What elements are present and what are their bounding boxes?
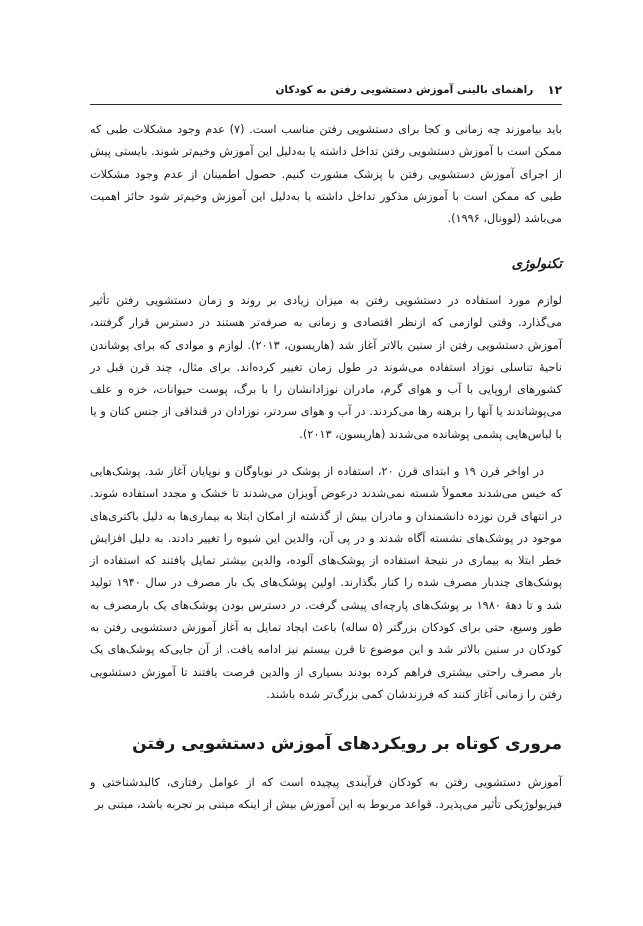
paragraph-overview-1: آموزش دستشویی رفتن به کودکان فرآیندی پیچیده است که از عوامل رفتاری، کالبدشناختی و فیزیولوژیکی تأثیر می‌پذیرد. قواعد مربوط به این آموزش بیش از اینکه مبتنی بر تجربه باشد، مبتنی بر (90, 776, 562, 812)
paragraph-technology-1: لوازم مورد استفاده در دستشویی رفتن به میزان زیادی بر روند و زمان دستشویی رفتن تأثیر می‌گذارد. وقتی لوازمی که ازنظر اقتصادی و زمانی به صرفه‌تر هستند در دسترس قرار گرفتند، آموزش دستشویی رفتن از سنین بالاتر آغاز شد (هاریسون، ۲۰۱۳). لوازم و موادی که برای پوشاندن ناحیهٔ تناسلی نوزاد استفاده می‌شوند در طول زمان تغییر کرده‌اند. برای مثال، چند قرن قبل در کشورهای اروپایی با آب و هوای گرم، مادران نوزادانشان را با برگ، پوست حیوانات، خزه و علف می‌پوشاندند یا آنها را برهنه رها می‌کردند. در آب و هوای سردتر، نوزادان در قنداقی از جنس کتان و یا با لباس‌هایی پشمی پوشانده می‌شدند (هاریسون، ۲۰۱۳). (90, 294, 562, 441)
section-heading-technology: تکنولوژی (511, 256, 562, 272)
section-heading-overview: مروری کوتاه بر رویکردهای آموزش دستشویی رفتن (132, 734, 562, 754)
paragraph-intro: باید بیاموزند چه زمانی و کجا برای دستشویی رفتن مناسب است. (۷) عدم وجود مشکلات طبی که ممکن است با آموزش دستشویی رفتن تداخل داشته یا به‌دلیل این آموزش وخیم‌تر شوند. بایستی پیش از اجرای آموزش دستشویی رفتن با پزشک مشورت کنیم. حصول اطمینان از عدم وجود مشکلات طبی که ممکن است با آموزش مذکور تداخل داشته یا به‌دلیل این آموزش وخیم‌تر شود حائز اهمیت می‌باشد (لوونال، ۱۹۹۶). (90, 123, 562, 226)
paragraph-technology-2: در اواخر قرن ۱۹ و ابتدای قرن ۲۰، استفاده از پوشک در نوباوگان و نوپایان آغاز شد. پوشک‌هایی که خیس می‌شدند معمولاً شسته نمی‌شدند درعوض آویزان می‌شدند تا خشک و مجدد استفاده شوند. در انتهای قرن نوزده دانشمندان و مادران بیش از گذشته از امکان ابتلا به بیماری‌ها به دلیل باکتری‌های موجود در پوشک‌های نشسته آگاه شدند و در پی آن، والدین این شیوه را تغییر دادند. به دلیل افزایش خطر ابتلا به بیماری در نتیجهٔ استفاده از پوشک‌های آلوده، والدین بیشتر تمایل یافتند که استفاده از پوشک‌های چندبار مصرف شده را کنار بگذارند. اولین پوشک‌های یک بار مصرف در سال ۱۹۴۰ تولید شد و تا دههٔ ۱۹۸۰ بر پوشک‌های پارچه‌ای پیشی گرفت. در دسترس بودن پوشک‌های یک بارمصرف به طور وسیع، حتی برای کودکان بزرگتر (۵ ساله) باعث ایجاد تمایل به آغاز آموزش دستشویی رفتن به کودکان در سنین بالاتر شد و این موضوع تا قرن بیستم نیز ادامه یافت. از آن جایی‌که پوشک‌های یک بار مصرف راحتی بیشتری فراهم کرده بودند بسیاری از والدین فرصت یافتند تا آموزش دستشویی رفتن را زمانی آغاز کنند که فرزندشان کمی بزرگ‌تر شده باشند. (90, 465, 562, 701)
running-head (90, 80, 562, 100)
running-title: راهنمای بالینی آموزش دستشویی رفتن به کودکان (275, 84, 534, 96)
page-number: ۱۲ (547, 83, 562, 97)
header-divider (90, 104, 562, 105)
